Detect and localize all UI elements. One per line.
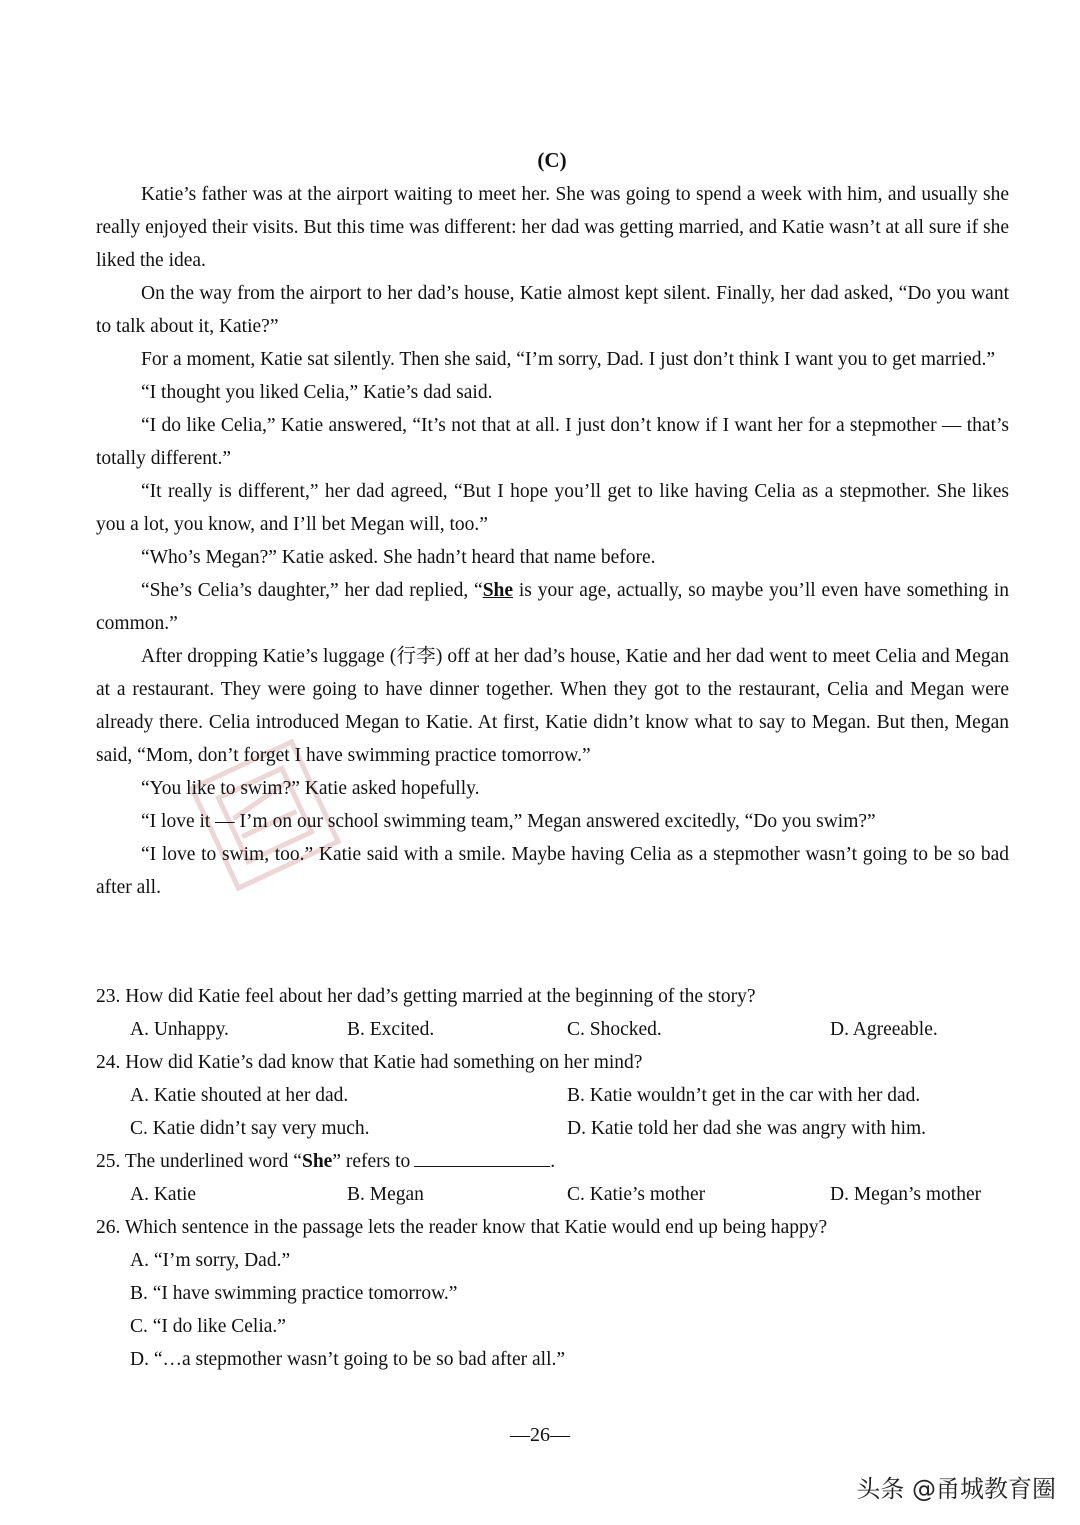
option-c: C. Shocked. <box>567 1019 662 1040</box>
option-d: D. Katie told her dad she was angry with him. <box>567 1118 927 1139</box>
question-stem: 23. How did Katie feel about her dad’s getting married at the beginning of the story? <box>96 986 756 1007</box>
option-b: B. Excited. <box>347 1019 435 1040</box>
option-d: D. Megan’s mother <box>830 1184 982 1205</box>
option-c: C. Katie’s mother <box>567 1184 706 1205</box>
option-a: A. Katie <box>130 1184 197 1205</box>
question-stem <box>96 1145 1009 1178</box>
passage-paragraph: After dropping Katie’s luggage (行李) off at her dad’s house, Katie and her dad went to meet Celia and Megan at a restaurant. They were going to have dinner together. When they got to the restaurant, Celia and Megan were already there. Celia introduced Megan to Katie. At first, Katie didn’t know what to say to Megan. But then, Megan said, “Mom, don’t forget I have swimming practice tomorrow.” <box>96 646 1009 766</box>
question-stem: 24. How did Katie’s dad know that Katie had something on her mind? <box>96 1052 643 1073</box>
stem-text: 25. The underlined word “ <box>96 1151 302 1172</box>
stem-text: . <box>550 1151 556 1172</box>
section-title: (C) <box>537 148 567 172</box>
passage-paragraph: “You like to swim?” Katie asked hopefully. <box>141 778 480 799</box>
answer-options <box>130 1178 1009 1211</box>
passage-paragraph: “I love it — I’m on our school swimming team,” Megan answered excitedly, “Do you swim?” <box>141 811 876 832</box>
stem-bold-word: She <box>301 1151 333 1172</box>
question-list <box>96 980 1009 1376</box>
page-number: —26— <box>510 1424 570 1446</box>
option-a: A. Katie shouted at her dad. <box>130 1085 349 1106</box>
option-c: C. “I do like Celia.” <box>130 1316 286 1337</box>
option-d: D. Agreeable. <box>830 1019 938 1040</box>
option-b: B. “I have swimming practice tomorrow.” <box>130 1283 458 1304</box>
reading-passage <box>96 178 1009 904</box>
stem-text: ” refers to <box>332 1151 411 1172</box>
passage-paragraph: “It really is different,” her dad agreed, “But I hope you’ll get to like having Celia as a stepmother. She likes you a lot, you know, and I’ll bet Megan will, too.” <box>96 481 1009 535</box>
passage-paragraph: Katie’s father was at the airport waiting to meet her. She was going to spend a week with him, and usually she really enjoyed their visits. But this time was different: her dad was getting married, and Katie wasn’t at all sure if she liked the idea. <box>96 184 1009 271</box>
option-c: C. Katie didn’t say very much. <box>130 1118 370 1139</box>
answer-options <box>130 1112 1009 1145</box>
question-stem: 26. Which sentence in the passage lets the reader know that Katie would end up being happy? <box>96 1217 828 1238</box>
underlined-word: She <box>482 580 514 601</box>
paragraph-text: “She’s Celia’s daughter,” her dad replied, “ <box>141 580 483 601</box>
option-d: D. “…a stepmother wasn’t going to be so bad after all.” <box>130 1349 566 1370</box>
source-credit: 头条 @甬城教育圈 <box>856 1475 1056 1503</box>
passage-paragraph: “Who’s Megan?” Katie asked. She hadn’t heard that name before. <box>141 547 656 568</box>
answer-blank <box>414 1146 550 1167</box>
passage-paragraph: “I love to swim, too.” Katie said with a smile. Maybe having Celia as a stepmother wasn’t going to be so bad after all. <box>96 844 1009 898</box>
passage-paragraph: For a moment, Katie sat silently. Then she said, “I’m sorry, Dad. I just don’t think I want you to get married.” <box>141 349 996 370</box>
option-a: A. Unhappy. <box>130 1019 229 1040</box>
answer-options <box>130 1013 1009 1046</box>
option-b: B. Katie wouldn’t get in the car with her dad. <box>567 1085 921 1106</box>
paragraph-text: is your age, actually, so maybe you’ll even have something in common.” <box>96 580 1009 634</box>
answer-options <box>130 1079 1009 1112</box>
passage-paragraph: “I thought you liked Celia,” Katie’s dad said. <box>141 382 493 403</box>
passage-paragraph: On the way from the airport to her dad’s house, Katie almost kept silent. Finally, her dad asked, “Do you want to talk about it, Katie?” <box>96 283 1009 337</box>
passage-paragraph: “I do like Celia,” Katie answered, “It’s not that at all. I just don’t know if I want her for a stepmother — that’s totally different.” <box>96 415 1009 469</box>
option-a: A. “I’m sorry, Dad.” <box>130 1250 291 1271</box>
passage-paragraph <box>96 574 1009 640</box>
option-b: B. Megan <box>347 1184 424 1205</box>
